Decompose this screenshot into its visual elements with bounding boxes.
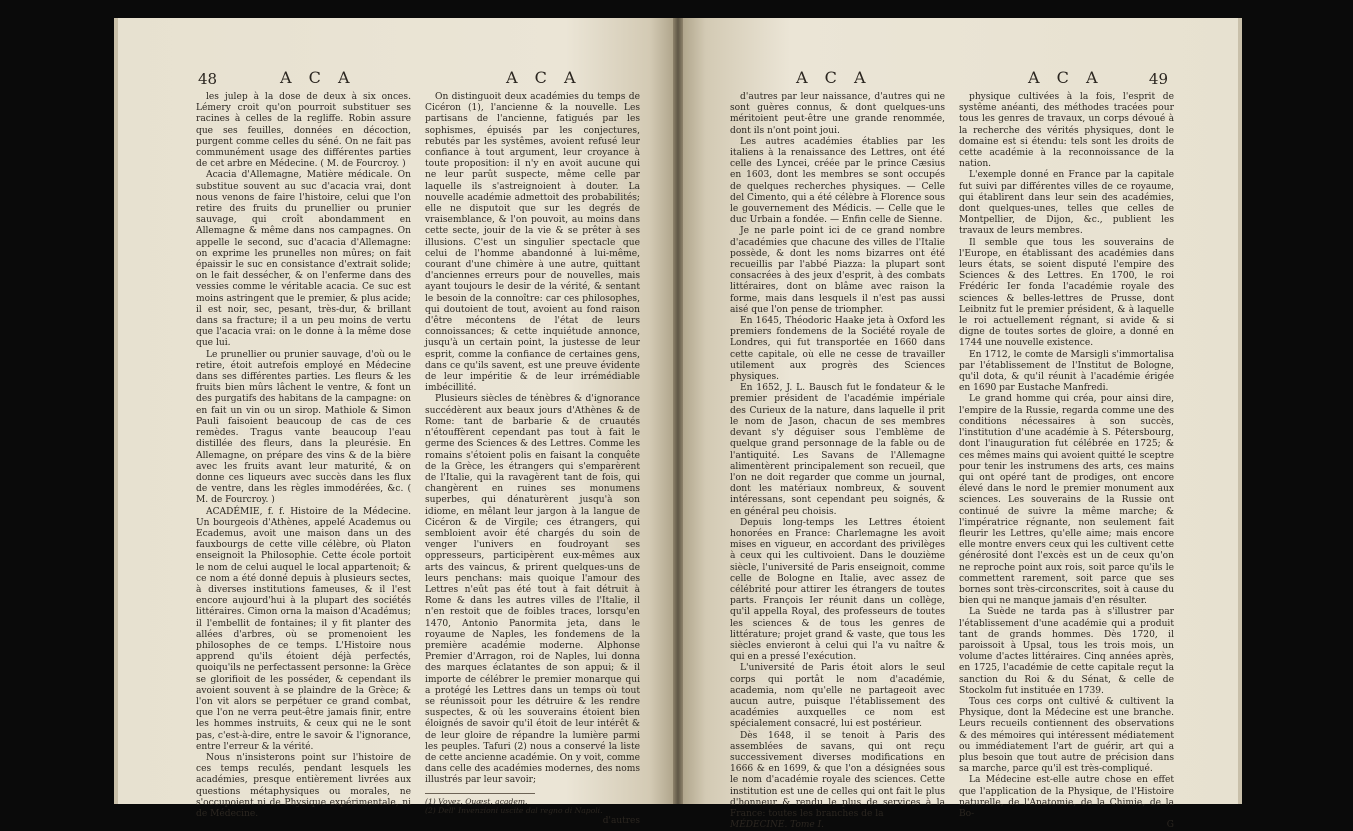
paragraph: Depuis long-temps les Lettres étoient honorées en France: Charlemagne les avoit mises en vigueur, en accordant des privilèges à ceux qui les cultivoient. Dans le douzième siècle, l'université de Paris enseignoit, comme celle de Bologne en Italie, avec assez de célébrité pour attirer les étrangers de toutes parts. François Ier réunit dans un collège, qu'il appella Royal, des professeurs de toutes les sciences & de tous les genres de littérature; projet grand & vaste, que tous les siècles envieront à celui qui l'a vu naître & qui en a pressé l'exécution. [730, 517, 945, 663]
paragraph: physique cultivées à la fois, l'esprit de systême anéanti, des méthodes tracées pour tous les genres de travaux, un corps dévoué à la recherche des vérités physiques, dont le domaine est si étendu: tels sont les droits de cette académie à la reconnoissance de la nation. [959, 92, 1174, 170]
text-column [425, 92, 641, 826]
paragraph: Nous n'insisterons point sur l'histoire de ces temps reculés, pendant lesquels les académies, presque entièrement livrées aux questions métaphysiques ou morales, ne s'occupoient ni de Physique expérimentale, ni de Médecine. [196, 752, 411, 819]
catchword: d'autres [602, 815, 640, 826]
text-column [959, 92, 1174, 831]
book-spine [673, 18, 683, 804]
footnote: (2) Dell' Invenzioni uscite dal regno di Napoli. [425, 806, 603, 816]
running-head: A C A [280, 68, 356, 87]
page-number: 49 [1148, 70, 1168, 88]
text-column [730, 92, 945, 831]
paragraph: les julep à la dose de deux à six onces. Lémery croit qu'on pourroit substituer ses racines à celles de la regliffe. Robin assure que ses feuilles, données en décoction, purgent comme celles du séné. On ne fait pas communément usage des différentes parties de cet arbre en Médecine. ( M. de Fourcroy. ) [196, 92, 411, 170]
paragraph: ACADÉMIE, f. f. Histoire de la Médecine. Un bourgeois d'Athènes, appelé Academus ou Ecademus, avoit une maison dans un des fauxbourgs de cette ville célèbre, où Platon enseignoit la Philosophie. Cette école portoit le nom de celui auquel le local appartenoit; & ce nom a été donné depuis à plusieurs sectes, à diverses institutions fameuses, & il l'est encore aujourd'hui à la plupart des sociétés littéraires. Cimon orna la maison d'Académus; il l'embellit de fontaines; il y fit planter des allées d'arbres, où se promenoient les philosophes de ce temps. L'Histoire nous apprend qu'ils étoient déjà perfectés, quoiqu'ils ne perfectassent personne: la Grèce se glorifioit de les posséder, & cependant ils avoient souvent à se plaindre de la Grèce; & l'on vit alors se perpétuer ce grand combat, que l'on ne verra peut-être jamais finir, entre les hommes instruits, & ceux qui ne le sont pas, c'est-à-dire, entre le savoir & l'ignorance, entre l'erreur & la vérité. [196, 506, 411, 752]
paragraph: Plusieurs siècles de ténèbres & d'ignorance succédèrent aux beaux jours d'Athènes & de Rome: tant de barbarie & de cruautés n'étouffèrent cependant pas tout à fait le germe des Sciences & des Lettres. Comme les romains s'étoient polis en faisant la conquête de la Grèce, les étrangers qui s'emparèrent de l'Italie, qui la ravagèrent tant de fois, qui changèrent en ruines ses monumens superbes, qui dénaturèrent jusqu'à son idiome, en mêlant leur jargon à la langue de Cicéron & de Virgile; ces étrangers, qui sembloient avoir été chargés du soin de venger l'univers en foudroyant ses oppresseurs, participèrent eux-mêmes aux arts des vaincus, & prirent quelques-uns de leurs penchans: mais quoique l'amour des Lettres n'eût pas été tout à fait détruit à Rome & dans les autres villes de l'Italie, il n'en restoit que de foibles traces, lorsqu'en 1470, Antonio Panormita jeta, dans le royaume de Naples, les fondemens de la première académie moderne. Alphonse Premier d'Arragon, roi de Naples, lui donna des marques éclatantes de son appui; & il importe de célébrer le premier monarque qui a protégé les Lettres dans un temps où tout se réunissoit pour les détruire & les rendre suspectes, & où les souverains étoient bien éloignés de savoir qu'il étoit de leur intérêt & de leur gloire de répandre la lumière parmi les peuples. Tafuri (2) nous a conservé la liste de cette ancienne académie. On y voit, comme dans celle des académies modernes, des noms illustrés par leur savoir; [425, 394, 641, 786]
book-spread [118, 18, 1238, 831]
page-edge-right [1238, 18, 1242, 804]
paragraph: La Suède ne tarda pas à s'illustrer par l'établissement d'une académie qui a produit tant de grands hommes. Dès 1720, il paroissoit à Upsal, tous les trois mois, un volume d'actes littéraires. Cinq années après, en 1725, l'académie de cette capitale reçut la sanction du Roi & du Sénat, & celle de Stockolm fut instituée en 1739. [959, 607, 1174, 696]
paragraph: On distinguoit deux académies du temps de Cicéron (1), l'ancienne & la nouvelle. Les partisans de l'ancienne, fatigués par les sophismes, épuisés par les conjectures, rebutés par les systêmes, avoient refusé leur confiance à tout argument, leur croyance à toute proposition: il n'y en avoit aucune qui ne leur parût suspecte, même celle par laquelle ils s'astreignoient à douter. La nouvelle académie admettoit des probabilités; elle ne disputoit que sur les degrés de vraisemblance, & l'on pouvoit, au moins dans cette secte, jouir de la vie & se prêter à ses illusions. C'est un singulier spectacle que celui de l'homme abandonné à lui-même, courant d'une chimère à une autre, quittant d'anciennes erreurs pour de nouvelles, mais ayant toujours le desir de la vérité, & sentant le besoin de la connoître: car ces philosophes, qui doutoient de tout, avoient au fond raison d'être mécontens de l'état de leurs connoissances; & cette inquiétude annonce, jusqu'à un certain point, la justesse de leur esprit, comme la confiance de certaines gens, dans ce qu'ils savent, est une preuve évidente de leur impéritie & de leur irrémédiable imbécillité. [425, 92, 640, 394]
signature-line: MÉDECINE. Tome I. [730, 820, 825, 831]
paragraph: Le prunellier ou prunier sauvage, d'où ou le retire, étoit autrefois employé en Médecine dans ses différentes parties. Les fleurs & les fruits bien mûrs lâchent le ventre, & font un des purgatifs des habitans de la campagne: on en fait un vin ou un sirop. Mathiole & Simon Pauli faisoient beaucoup de cas de ces remèdes. Tragus vante beaucoup l'eau distillée des fleurs, dans la pleurésie. En Allemagne, on prépare des vins & de la bière avec les fruits avant leur maturité, & on donne ces liqueurs avec succès dans les flux de ventre, dans les règles immodérées, &c. ( M. de Fourcroy. ) [196, 349, 411, 506]
paragraph: Les autres académies établies par les italiens à la renaissance des Lettres, ont été celle des Lyncei, créée par le prince Cæsius en 1603, dont les membres se sont occupés de quelques recherches physiques. — Celle del Cimento, qui a été célèbre à Florence sous le gouvernement des Médicis. — Celle que le duc Urbain a fondée. — Enfin celle de Sienne. [730, 136, 945, 226]
running-head: A C A [506, 68, 582, 87]
paragraph: La Médecine est-elle autre chose en effet que l'application de la Physique, de l'Histoire naturelle, de l'Anatomie, de la Chimie, de la Bo- [959, 775, 1174, 819]
paragraph: Tous ces corps ont cultivé & cultivent la Physique, dont la Médecine est une branche. Leurs recueils contiennent des observations & des mémoires qui intéressent médiatement ou immédiatement l'art de guérir, art qui a plus besoin que tout autre de précision dans sa marche, parce qu'il est très-compliqué. [959, 696, 1174, 775]
text-columns [730, 92, 1174, 831]
paragraph: Le grand homme qui créa, pour ainsi dire, l'empire de la Russie, regarda comme une des conditions nécessaires à son succès, l'institution d'une académie à S. Pétersbourg, dont l'inauguration fut célébrée en 1725; & ces mêmes mains qui avoient quitté le sceptre pour tenir les instrumens des arts, ces mains qui ont opéré tant de prodiges, ont encore élevé dans le nord le premier monument aux sciences. Les souverains de la Russie ont continué de suivre la même marche; & l'impératrice régnante, non seulement fait fleurir les Lettres, qu'elle aime; mais encore elle montre envers ceux qui les cultivent cette générosité dont l'excès est un de ceux qu'on ne reproche point aux rois, soit parce qu'ils le commettent rarement, soit parce que ses bornes sont très-circonscrites, soit à cause du bien qui ne manque jamais d'en résulter. [959, 394, 1174, 607]
paragraph: Acacia d'Allemagne, Matière médicale. On substitue souvent au suc d'acacia vrai, dont nous venons de faire l'histoire, celui que l'on retire des fruits du prunellier ou prunier sauvage, qui croît abondamment en Allemagne & même dans nos campagnes. On appelle le second, suc d'acacia d'Allemagne: on exprime les prunelles non mûres; on fait épaissir le suc en consistance d'extrait solide; on le fait dessécher, & on l'enferme dans des vessies comme le véritable acacia. Ce suc est moins astringent que le premier, & plus acide; il est noir, sec, pesant, très-dur, & brillant dans sa fracture; il a un peu moins de vertu que l'acacia vrai: on le donne à la même dose que lui. [196, 170, 411, 349]
paragraph: Je ne parle point ici de ce grand nombre d'académies que chacune des villes de l'Italie possède, & dont les noms bizarres ont été recueillis par l'abbé Piazza: la plupart sont consacrées à des jeux d'esprit, à des combats littéraires, dont on blâme avec raison la forme, mais dans lesquels il n'est pas aussi aisé que l'on pense de triompher. [730, 226, 945, 315]
paragraph: L'université de Paris étoit alors le seul corps qui portât le nom d'académie, academia, nom qu'elle ne partageoit avec aucun autre, puisque l'établissement des académies auxquelles ce nom est spécialement consacré, lui est postérieur. [730, 663, 945, 730]
running-head: A C A [796, 68, 872, 87]
paragraph: En 1652, J. L. Bausch fut le fondateur & le premier président de l'académie impériale des Curieux de la nature, dans laquelle il prit le nom de Jason, chacun de ses membres devant s'y déguiser sous l'emblème de quelque grand personnage de la fable ou de l'antiquité. Les Savans de l'Allemagne alimentèrent principalement son recueil, que l'on ne doit regarder que comme un journal, dont les matériaux nombreux, & souvent intéressans, sont cependant peu soignés, & en général peu choisis. [730, 383, 945, 517]
paragraph: En 1645, Théodoric Haake jeta à Oxford les premiers fondemens de la Société royale de Londres, qui fut transportée en 1660 dans cette capitale, où elle ne cesse de travailler utilement aux progrès des Sciences physiques. [730, 316, 945, 383]
page-number: 48 [198, 70, 218, 88]
footnote: (1) Voyez. Quæst. academ. [425, 796, 528, 806]
paragraph: L'exemple donné en France par la capitale fut suivi par différentes villes de ce royaume, qui établirent dans leur sein des académies, dont quelques-unes, telles que celles de Montpellier, de Dijon, &c., publient les travaux de leurs membres. [959, 170, 1174, 237]
running-head: A C A [1028, 68, 1104, 87]
left-page [118, 18, 678, 826]
paragraph: d'autres par leur naissance, d'autres qui ne sont guères connus, & dont quelques-uns méritoient peut-être une grande renommée, dont ils n'ont point joui. [730, 92, 945, 136]
paragraph: En 1712, le comte de Marsigli s'immortalisa par l'établissement de l'Institut de Bologne, qu'il dota, & qu'il réunit à l'académie érigée en 1690 par Eustache Manfredi. [959, 349, 1174, 394]
text-columns [196, 92, 641, 826]
paragraph: Il semble que tous les souverains de l'Europe, en établissant des académies dans leurs états, se soient disputé l'empire des Sciences & des Lettres. En 1700, le roi Frédéric Ier fonda l'académie royale des sciences & belles-lettres de Prusse, dont Leibnitz fut le premier président, & à laquelle le roi actuellement régnant, si avide & si digne de toutes sortes de gloire, a donné en 1744 une nouvelle existence. [959, 237, 1174, 349]
signature-mark: G [1166, 820, 1174, 831]
paragraph: Dès 1648, il se tenoit à Paris des assemblées de savans, qui ont reçu successivement diverses modifications en 1666 & en 1699, & que l'on a désignées sous le nom d'académie royale des sciences. Cette institution est une de celles qui ont fait le plus d'honneur & rendu le plus de services à la France: toutes les branches de la [730, 730, 945, 819]
text-column [196, 92, 411, 819]
right-page [678, 18, 1238, 831]
